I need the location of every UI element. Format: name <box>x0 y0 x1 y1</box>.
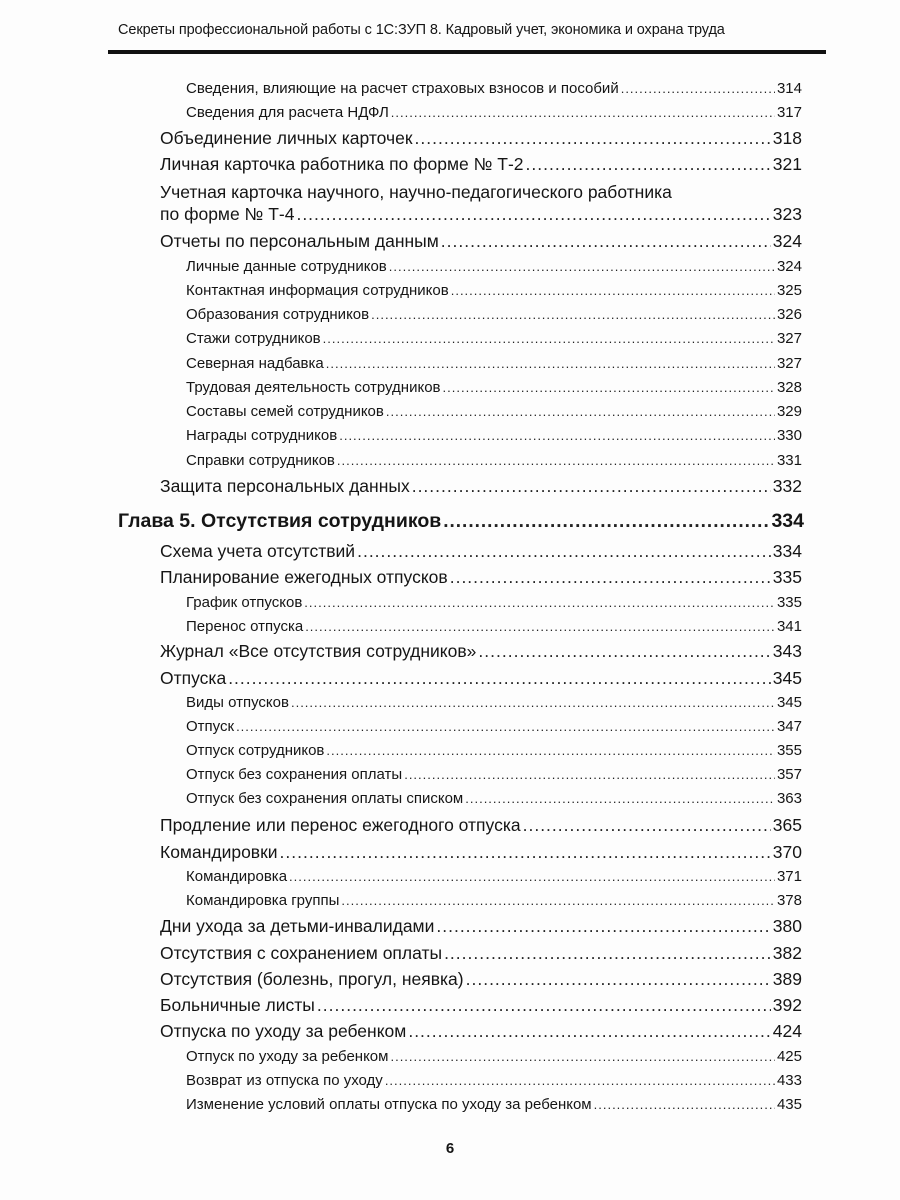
toc-chapter-heading: Глава 5. Отсутствия сотрудников ..... 334 <box>118 510 804 533</box>
toc-entry: Отсутствия с сохранением оплаты ..... 382 <box>160 943 802 964</box>
toc-entry: Изменение условий оплаты отпуска по уходу за ребенком ..... 435 <box>186 1096 802 1113</box>
toc-entry: Контактная информация сотрудников ..... 325 <box>186 282 802 299</box>
toc-entry: Командировка группы ..... 378 <box>186 892 802 909</box>
toc-entry: Отпуск сотрудников ..... 355 <box>186 742 802 759</box>
toc-entry: Журнал «Все отсутствия сотрудников» ..... 343 <box>160 641 802 662</box>
header-rule <box>108 50 826 54</box>
toc-entry: Виды отпусков ..... 345 <box>186 694 802 711</box>
toc-entry: Отпуск без сохранения оплаты ..... 357 <box>186 766 802 783</box>
toc-entry: График отпусков ..... 335 <box>186 594 802 611</box>
toc-entry: Командировки ..... 370 <box>160 842 802 863</box>
page-number: 6 <box>445 1140 455 1157</box>
toc-entry: Стажи сотрудников ..... 327 <box>186 330 802 347</box>
toc-entry: Объединение личных карточек ..... 318 <box>160 128 802 149</box>
toc-entry: Отпуска по уходу за ребенком ..... 424 <box>160 1021 802 1042</box>
toc-entry: Трудовая деятельность сотрудников ..... 328 <box>186 379 802 396</box>
toc-entry: Отпуска ..... 345 <box>160 668 802 689</box>
toc-entry: Отсутствия (болезнь, прогул, неявка) ..... 389 <box>160 969 802 990</box>
toc-entry: Возврат из отпуска по уходу ..... 433 <box>186 1072 802 1089</box>
toc-entry: Сведения, влияющие на расчет страховых взносов и пособий ..... 314 <box>186 80 802 97</box>
toc-entry: Образования сотрудников ..... 326 <box>186 306 802 323</box>
toc-entry: Справки сотрудников ..... 331 <box>186 452 802 469</box>
toc-entry: Сведения для расчета НДФЛ ..... 317 <box>186 104 802 121</box>
toc-entry: Защита персональных данных ..... 332 <box>160 476 802 497</box>
toc-entry: Командировка ..... 371 <box>186 868 802 885</box>
toc-entry: Награды сотрудников ..... 330 <box>186 427 802 444</box>
toc-entry: Схема учета отсутствий ..... 334 <box>160 541 802 562</box>
toc-entry: Личные данные сотрудников ..... 324 <box>186 258 802 275</box>
toc-entry: Перенос отпуска ..... 341 <box>186 618 802 635</box>
toc-entry: Отчеты по персональным данным ..... 324 <box>160 231 802 252</box>
toc-entry: Северная надбавка ..... 327 <box>186 355 802 372</box>
toc-entry: Продление или перенос ежегодного отпуска ..... 365 <box>160 815 802 836</box>
toc-entry: Отпуск ..... 347 <box>186 718 802 735</box>
running-head: Секреты профессиональной работы с 1С:ЗУП 8. Кадровый учет, экономика и охрана труда <box>118 22 725 38</box>
toc-entry: Отпуск без сохранения оплаты списком ..... 363 <box>186 790 802 807</box>
toc-entry: Личная карточка работника по форме № Т-2 ..... 321 <box>160 154 802 175</box>
toc-entry: Отпуск по уходу за ребенком ..... 425 <box>186 1048 802 1065</box>
toc-entry: по форме № Т-4 ..... 323 <box>160 204 802 225</box>
toc-entry: Составы семей сотрудников ..... 329 <box>186 403 802 420</box>
toc-entry: Планирование ежегодных отпусков ..... 335 <box>160 567 802 588</box>
toc-entry: Дни ухода за детьми-инвалидами ..... 380 <box>160 916 802 937</box>
toc-entry-line1: Учетная карточка научного, научно-педагогического работника <box>160 182 672 202</box>
toc-entry: Больничные листы ..... 392 <box>160 995 802 1016</box>
